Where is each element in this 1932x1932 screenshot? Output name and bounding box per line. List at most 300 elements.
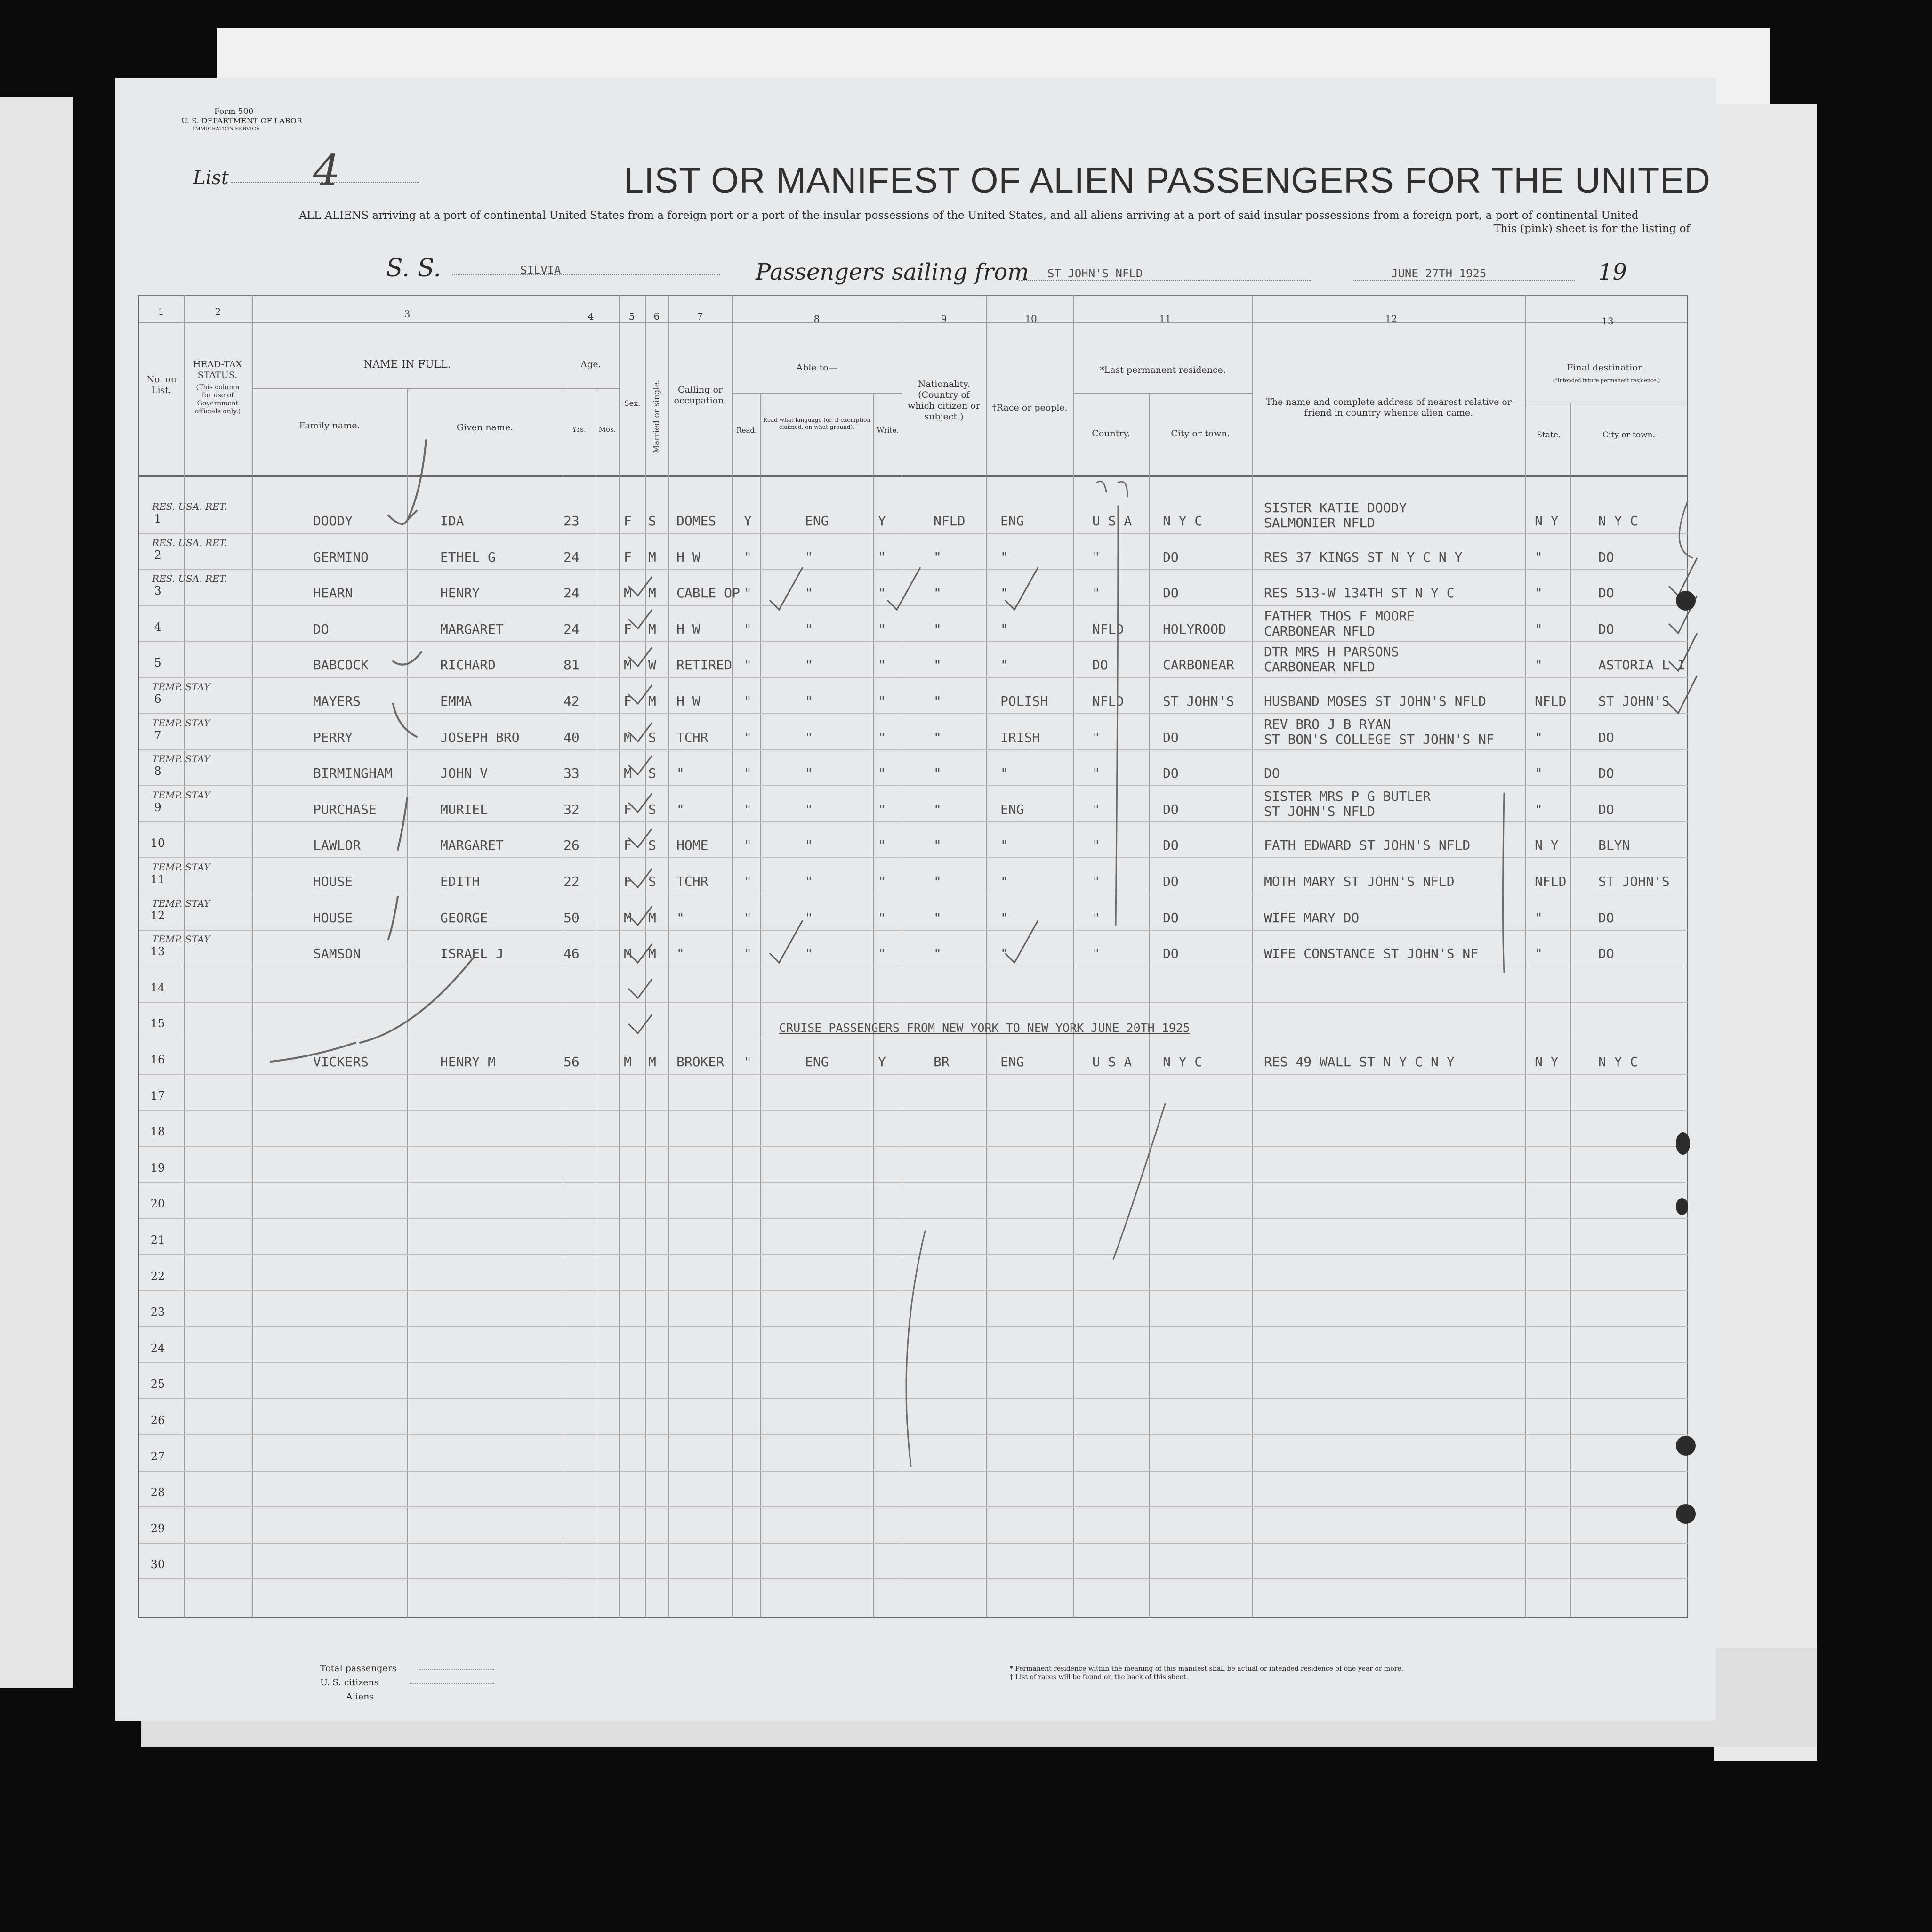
race-cell: ": [1000, 910, 1008, 926]
residence-city-cell: N Y C: [1163, 513, 1203, 529]
port-name: ST JOHN'S NFLD: [1047, 267, 1143, 280]
row-number: 11: [150, 873, 165, 886]
country-cell: NFLD: [1092, 621, 1124, 637]
given-name-cell: JOHN V: [440, 765, 488, 781]
destination-cell: ST JOHN'S: [1598, 693, 1670, 709]
read-cell: ": [744, 621, 752, 637]
row-number: 4: [154, 620, 161, 634]
header-read: Read.: [736, 426, 757, 435]
calling-cell: ": [676, 910, 684, 926]
sex-cell: M: [624, 946, 632, 962]
destination-cell: N Y C: [1598, 1054, 1638, 1070]
header-calling: Calling or occupation.: [674, 385, 727, 406]
destination-cell: DO: [1598, 910, 1614, 926]
given-name-cell: MARGARET: [440, 621, 504, 637]
relative-cell: DO: [1264, 765, 1280, 781]
age-cell: 56: [564, 1054, 580, 1070]
relative-cell: FATH EDWARD ST JOHN'S NFLD: [1264, 837, 1471, 853]
age-cell: 24: [564, 621, 580, 637]
punch-hole: [1676, 1504, 1696, 1524]
family-name-cell: LAWLOR: [313, 837, 361, 853]
row-number: 8: [154, 765, 161, 778]
state-cell: ": [1535, 585, 1543, 601]
punch-hole: [1676, 1436, 1696, 1456]
marital-cell: M: [648, 585, 656, 601]
header-given-name: Given name.: [456, 422, 514, 433]
row-number: 5: [154, 656, 161, 670]
destination-cell: DO: [1598, 585, 1614, 601]
sex-cell: F: [624, 801, 632, 817]
footer-citizens-dots: [410, 1683, 494, 1684]
family-name-cell: MAYERS: [313, 693, 361, 709]
write-cell: ": [878, 549, 886, 565]
col-number: 5: [628, 311, 635, 322]
relative-cell: REV BRO J B RYAN: [1264, 716, 1391, 732]
row-number: 7: [154, 728, 161, 742]
sex-cell: F: [624, 621, 632, 637]
write-cell: ": [878, 621, 886, 637]
subtitle-line-2: This (pink) sheet is for the listing of: [1493, 223, 1690, 235]
sex-cell: M: [624, 1054, 632, 1070]
header-write: Write.: [877, 426, 899, 435]
age-cell: 42: [564, 693, 580, 709]
header-city-town: City or town.: [1171, 428, 1230, 439]
given-name-cell: EDITH: [440, 874, 480, 889]
state-cell: ": [1535, 801, 1543, 817]
write-cell: ": [878, 729, 886, 745]
read-cell: ": [744, 874, 752, 889]
language-cell: ": [805, 657, 813, 673]
language-cell: ENG: [805, 1054, 829, 1070]
head-tax-status-cell: TEMP. STAY: [152, 753, 210, 765]
residence-city-cell: DO: [1163, 765, 1179, 781]
state-cell: N Y: [1535, 837, 1559, 853]
header-head-tax-note: (This column for use of Government officials only.): [194, 384, 241, 415]
country-cell: ": [1092, 549, 1100, 565]
family-name-cell: PURCHASE: [313, 801, 377, 817]
age-cell: 81: [564, 657, 580, 673]
footer-note-residence: * Permanent residence within the meaning of this manifest shall be actual or intended residence of one year or more.: [1010, 1665, 1404, 1673]
nationality-cell: ": [934, 621, 942, 637]
state-cell: ": [1535, 729, 1543, 745]
state-cell: NFLD: [1535, 874, 1567, 889]
family-name-cell: SAMSON: [313, 946, 361, 962]
nationality-cell: ": [934, 693, 942, 709]
language-cell: ": [805, 801, 813, 817]
write-cell: Y: [878, 513, 886, 529]
destination-cell: DO: [1598, 946, 1614, 962]
col-number: 3: [404, 308, 411, 320]
given-name-cell: RICHARD: [440, 657, 496, 673]
read-cell: ": [744, 765, 752, 781]
write-cell: ": [878, 657, 886, 673]
race-cell: ENG: [1000, 801, 1024, 817]
language-cell: ENG: [805, 513, 829, 529]
age-cell: 33: [564, 765, 580, 781]
row-number: 29: [150, 1521, 165, 1535]
sex-cell: F: [624, 549, 632, 565]
calling-cell: ": [676, 765, 684, 781]
destination-cell: DO: [1598, 549, 1614, 565]
family-name-cell: HEARN: [313, 585, 353, 601]
head-tax-status-cell: TEMP. STAY: [152, 934, 210, 945]
header-age: Age.: [580, 359, 601, 370]
relative-cell-line-2: ST BON'S COLLEGE ST JOHN'S NF: [1264, 731, 1494, 747]
write-cell: ": [878, 765, 886, 781]
relative-cell: DTR MRS H PARSONS: [1264, 644, 1399, 660]
row-number: 3: [154, 584, 161, 598]
row-number: 6: [154, 692, 161, 706]
race-cell: ": [1000, 657, 1008, 673]
row-number: 10: [150, 837, 165, 850]
list-label: List: [193, 167, 229, 189]
relative-cell: HUSBAND MOSES ST JOHN'S NFLD: [1264, 693, 1487, 709]
given-name-cell: IDA: [440, 513, 464, 529]
marital-cell: S: [648, 874, 656, 889]
department-label: U. S. DEPARTMENT OF LABOR: [181, 116, 303, 125]
residence-city-cell: CARBONEAR: [1163, 657, 1234, 673]
back-sheet-left: [0, 97, 73, 1688]
state-cell: ": [1535, 946, 1543, 962]
header-race: †Race or people.: [992, 402, 1068, 413]
read-cell: ": [744, 946, 752, 962]
service-label: IMMIGRATION SERVICE: [193, 126, 260, 132]
header-read-language: Read what language (or, if exemption claimed, on what ground).: [763, 417, 871, 430]
calling-cell: ": [676, 801, 684, 817]
row-number: 13: [150, 945, 165, 958]
nationality-cell: ": [934, 585, 942, 601]
footer-aliens: Aliens: [346, 1691, 374, 1702]
destination-cell: N Y C: [1598, 513, 1638, 529]
marital-cell: M: [648, 910, 656, 926]
calling-cell: RETIRED: [676, 657, 733, 673]
given-name-cell: MARGARET: [440, 837, 504, 853]
given-name-cell: HENRY: [440, 585, 480, 601]
language-cell: ": [805, 585, 813, 601]
header-family-name: Family name.: [299, 420, 360, 431]
col-number: 10: [1025, 313, 1037, 324]
write-cell: ": [878, 801, 886, 817]
subtitle-line-1: ALL ALIENS arriving at a port of continental United States from a foreign port or a port of the insular possessions of the United States, and all aliens arriving at a port of said insular possessions from a foreign port, a port of continental United: [299, 209, 1639, 222]
residence-city-cell: DO: [1163, 801, 1179, 817]
relative-cell: SISTER KATIE DOODY: [1264, 500, 1407, 515]
nationality-cell: ": [934, 729, 942, 745]
state-cell: N Y: [1535, 1054, 1559, 1070]
age-cell: 46: [564, 946, 580, 962]
head-tax-status-cell: TEMP. STAY: [152, 861, 210, 873]
family-name-cell: GERMINO: [313, 549, 369, 565]
nationality-cell: ": [934, 549, 942, 565]
row-number: 19: [150, 1161, 165, 1175]
read-cell: Y: [744, 513, 752, 529]
family-name-cell: BIRMINGHAM: [313, 765, 393, 781]
row-number: 17: [150, 1089, 165, 1103]
write-cell: ": [878, 874, 886, 889]
row-number: 12: [150, 909, 165, 922]
row-number: 24: [150, 1341, 165, 1355]
country-cell: U S A: [1092, 513, 1132, 529]
head-tax-status-cell: RES. USA. RET.: [152, 537, 227, 548]
destination-cell: ST JOHN'S: [1598, 874, 1670, 889]
punch-hole: [1676, 1132, 1690, 1155]
family-name-cell: VICKERS: [313, 1054, 369, 1070]
write-cell: ": [878, 837, 886, 853]
list-number: 4: [313, 146, 340, 195]
family-name-cell: PERRY: [313, 729, 353, 745]
row-number: 30: [150, 1558, 165, 1571]
col-number: 12: [1385, 313, 1397, 324]
sailing-date: JUNE 27TH 1925: [1391, 267, 1487, 280]
destination-cell: ASTORIA L I: [1598, 657, 1686, 673]
cruise-note: CRUISE PASSENGERS FROM NEW YORK TO NEW YORK JUNE 20TH 1925: [779, 1021, 1190, 1035]
calling-cell: DOMES: [676, 513, 716, 529]
relative-cell: FATHER THOS F MOORE: [1264, 608, 1415, 624]
head-tax-status-cell: TEMP. STAY: [152, 681, 210, 692]
race-cell: ": [1000, 874, 1008, 889]
race-cell: ": [1000, 621, 1008, 637]
relative-cell: SISTER MRS P G BUTLER: [1264, 788, 1431, 804]
nationality-cell: ": [934, 837, 942, 853]
calling-cell: TCHR: [676, 874, 708, 889]
read-cell: ": [744, 657, 752, 673]
row-number: 16: [150, 1053, 165, 1066]
residence-city-cell: DO: [1163, 585, 1179, 601]
race-cell: ": [1000, 837, 1008, 853]
head-tax-status-cell: TEMP. STAY: [152, 789, 210, 801]
language-cell: ": [805, 874, 813, 889]
nationality-cell: BR: [934, 1054, 950, 1070]
marital-cell: M: [648, 693, 656, 709]
col-number: 2: [215, 306, 221, 317]
col-number: 1: [158, 306, 164, 317]
state-cell: ": [1535, 621, 1543, 637]
age-cell: 23: [564, 513, 580, 529]
year-label: 19: [1598, 259, 1627, 285]
language-cell: ": [805, 621, 813, 637]
header-final-destination: Final destination.: [1567, 362, 1646, 373]
race-cell: ": [1000, 585, 1008, 601]
race-cell: ": [1000, 765, 1008, 781]
row-number: 25: [150, 1377, 165, 1391]
residence-city-cell: DO: [1163, 729, 1179, 745]
header-married-single: Married or single.: [652, 379, 661, 454]
residence-city-cell: HOLYROOD: [1163, 621, 1226, 637]
head-tax-status-cell: TEMP. STAY: [152, 897, 210, 909]
age-cell: 40: [564, 729, 580, 745]
country-cell: ": [1092, 729, 1100, 745]
relative-cell-line-2: CARBONEAR NFLD: [1264, 623, 1376, 639]
row-number: 26: [150, 1414, 165, 1427]
given-name-cell: MURIEL: [440, 801, 488, 817]
col-number: 9: [941, 313, 947, 324]
header-nearest-relative: The name and complete address of nearest relative or friend in country whence alien came.: [1266, 397, 1512, 418]
residence-city-cell: ST JOHN'S: [1163, 693, 1234, 709]
language-cell: ": [805, 549, 813, 565]
relative-cell-line-2: ST JOHN'S NFLD: [1264, 803, 1376, 819]
row-number: 15: [150, 1017, 165, 1030]
head-tax-status-cell: RES. USA. RET.: [152, 573, 227, 585]
sex-cell: F: [624, 837, 632, 853]
country-cell: ": [1092, 946, 1100, 962]
read-cell: ": [744, 693, 752, 709]
row-number: 27: [150, 1449, 165, 1463]
sex-cell: F: [624, 874, 632, 889]
residence-city-cell: DO: [1163, 946, 1179, 962]
footer-us-citizens: U. S. citizens: [320, 1677, 379, 1688]
state-cell: NFLD: [1535, 693, 1567, 709]
row-number: 14: [150, 981, 165, 994]
row-number: 22: [150, 1269, 165, 1283]
sex-cell: F: [624, 513, 632, 529]
calling-cell: BROKER: [676, 1054, 724, 1070]
age-cell: 22: [564, 874, 580, 889]
back-sheet-right: [1714, 104, 1817, 1761]
nationality-cell: ": [934, 910, 942, 926]
language-cell: ": [805, 765, 813, 781]
ship-name: SILVIA: [520, 264, 561, 277]
col-number: 13: [1602, 315, 1614, 327]
destination-cell: DO: [1598, 621, 1614, 637]
relative-cell-line-2: CARBONEAR NFLD: [1264, 659, 1376, 675]
marital-cell: S: [648, 729, 656, 745]
family-name-cell: BABCOCK: [313, 657, 369, 673]
relative-cell: WIFE MARY DO: [1264, 910, 1360, 926]
col-number: 8: [813, 313, 820, 324]
marital-cell: S: [648, 513, 656, 529]
age-cell: 24: [564, 585, 580, 601]
row-number: 2: [154, 548, 161, 562]
calling-cell: H W: [676, 549, 700, 565]
language-cell: ": [805, 837, 813, 853]
destination-cell: DO: [1598, 801, 1614, 817]
header-last-residence: *Last permanent residence.: [1100, 365, 1226, 375]
calling-cell: H W: [676, 621, 700, 637]
header-name-in-full: NAME IN FULL.: [363, 359, 451, 370]
footer-total-passengers: Total passengers: [320, 1663, 397, 1674]
ss-label: S. S.: [386, 254, 442, 282]
calling-cell: TCHR: [676, 729, 708, 745]
header-sex: Sex.: [624, 399, 641, 408]
residence-city-cell: DO: [1163, 910, 1179, 926]
header-head-tax: HEAD-TAX STATUS.: [193, 359, 242, 380]
sex-cell: M: [624, 585, 632, 601]
sex-cell: M: [624, 910, 632, 926]
language-cell: ": [805, 729, 813, 745]
footer-note-races: † List of races will be found on the back of this sheet.: [1010, 1674, 1188, 1681]
given-name-cell: ETHEL G: [440, 549, 496, 565]
state-cell: N Y: [1535, 513, 1559, 529]
age-cell: 50: [564, 910, 580, 926]
nationality-cell: ": [934, 946, 942, 962]
country-cell: DO: [1092, 657, 1108, 673]
row-number: 21: [150, 1233, 165, 1247]
sailing-label: Passengers sailing from: [756, 259, 1029, 285]
footer-total-dots: [419, 1669, 494, 1670]
write-cell: ": [878, 946, 886, 962]
residence-city-cell: DO: [1163, 837, 1179, 853]
country-cell: NFLD: [1092, 693, 1124, 709]
state-cell: ": [1535, 910, 1543, 926]
nationality-cell: ": [934, 657, 942, 673]
nationality-cell: ": [934, 765, 942, 781]
language-cell: ": [805, 693, 813, 709]
header-mos: Mos.: [598, 425, 616, 434]
write-cell: ": [878, 585, 886, 601]
col-number: 11: [1159, 313, 1171, 324]
given-name-cell: GEORGE: [440, 910, 488, 926]
marital-cell: W: [648, 657, 656, 673]
read-cell: ": [744, 585, 752, 601]
destination-cell: DO: [1598, 765, 1614, 781]
country-cell: ": [1092, 585, 1100, 601]
race-cell: ENG: [1000, 1054, 1024, 1070]
col-number: 7: [697, 311, 703, 322]
header-dest-city: City or town.: [1602, 430, 1656, 440]
read-cell: ": [744, 801, 752, 817]
punch-hole: [1676, 591, 1696, 611]
age-cell: 26: [564, 837, 580, 853]
head-tax-status-cell: TEMP. STAY: [152, 717, 210, 729]
sex-cell: F: [624, 693, 632, 709]
relative-cell-line-2: SALMONIER NFLD: [1264, 515, 1376, 531]
punch-hole: [1676, 1198, 1688, 1215]
family-name-cell: HOUSE: [313, 874, 353, 889]
col-number: 6: [653, 311, 660, 322]
state-cell: ": [1535, 765, 1543, 781]
nationality-cell: ": [934, 874, 942, 889]
marital-cell: S: [648, 837, 656, 853]
country-cell: U S A: [1092, 1054, 1132, 1070]
relative-cell: WIFE CONSTANCE ST JOHN'S NF: [1264, 946, 1479, 962]
nationality-cell: ": [934, 801, 942, 817]
family-name-cell: DOODY: [313, 513, 353, 529]
row-number: 23: [150, 1305, 165, 1319]
state-cell: ": [1535, 549, 1543, 565]
header-nationality: Nationality. (Country of which citizen or subject.): [908, 379, 980, 422]
age-cell: 24: [564, 549, 580, 565]
marital-cell: M: [648, 946, 656, 962]
country-cell: ": [1092, 874, 1100, 889]
header-final-note: (*Intended future permanent residence.): [1553, 378, 1660, 384]
sex-cell: M: [624, 657, 632, 673]
manifest-title: LIST OR MANIFEST OF ALIEN PASSENGERS FOR THE UNITED: [624, 161, 1711, 201]
country-cell: ": [1092, 910, 1100, 926]
header-state: State.: [1537, 430, 1561, 440]
race-cell: IRISH: [1000, 729, 1040, 745]
relative-cell: RES 37 KINGS ST N Y C N Y: [1264, 549, 1463, 565]
read-cell: ": [744, 1054, 752, 1070]
marital-cell: S: [648, 801, 656, 817]
marital-cell: S: [648, 765, 656, 781]
write-cell: ": [878, 693, 886, 709]
read-cell: ": [744, 729, 752, 745]
head-tax-status-cell: RES. USA. RET.: [152, 501, 227, 512]
given-name-cell: JOSEPH BRO: [440, 729, 520, 745]
relative-cell: RES 49 WALL ST N Y C N Y: [1264, 1054, 1455, 1070]
country-cell: ": [1092, 837, 1100, 853]
language-cell: ": [805, 946, 813, 962]
pencil-annotations: [115, 78, 1716, 1721]
sex-cell: M: [624, 729, 632, 745]
given-name-cell: EMMA: [440, 693, 472, 709]
marital-cell: M: [648, 1054, 656, 1070]
row-number: 9: [154, 800, 161, 814]
destination-cell: DO: [1598, 729, 1614, 745]
race-cell: ENG: [1000, 513, 1024, 529]
calling-cell: ": [676, 946, 684, 962]
state-cell: ": [1535, 657, 1543, 673]
marital-cell: M: [648, 621, 656, 637]
